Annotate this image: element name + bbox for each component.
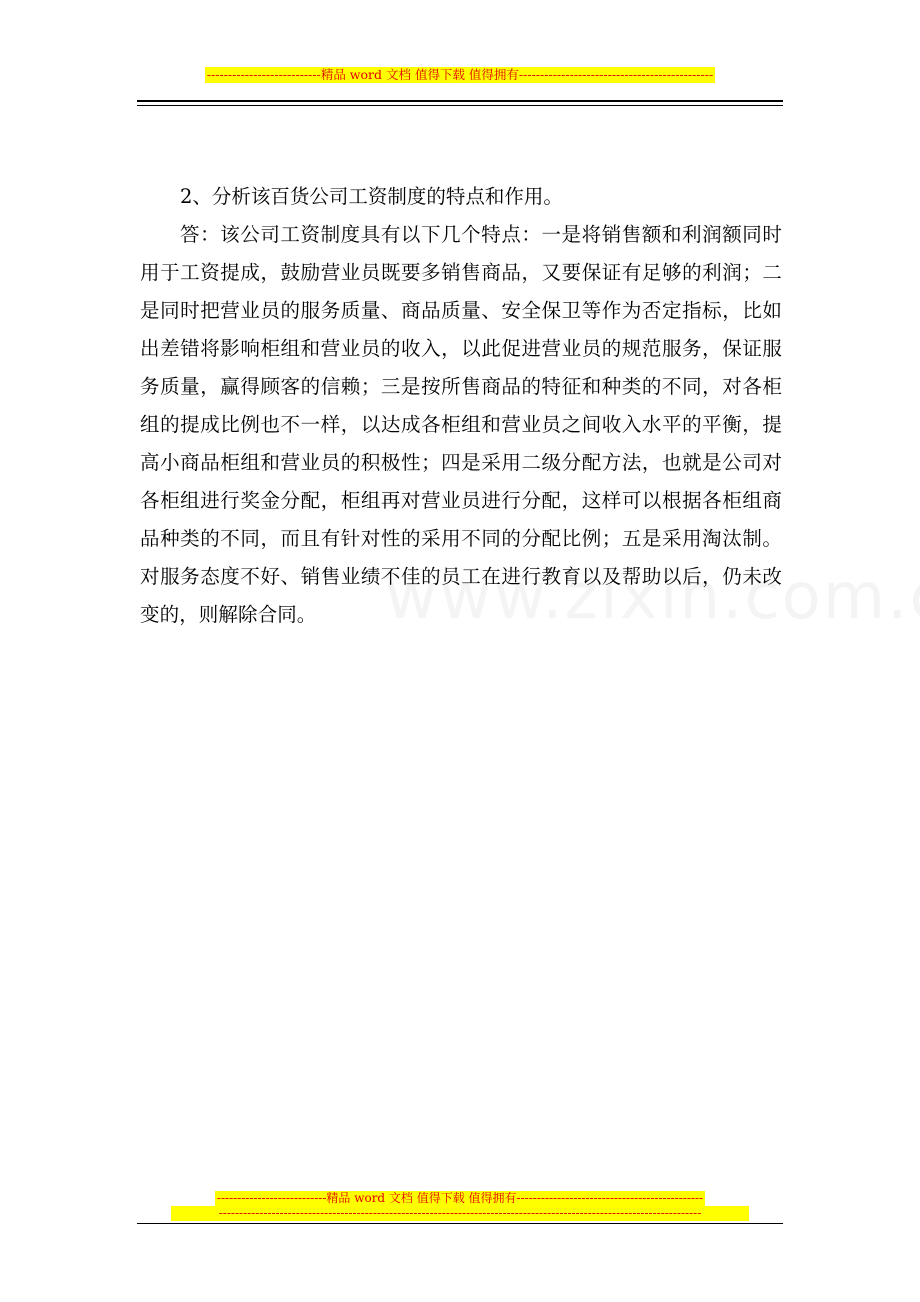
answer-paragraph: 答：该公司工资制度具有以下几个特点：一是将销售额和利润额同时用于工资提成，鼓励营业员既要多销售商品，又要保证有足够的利润；二是同时把营业员的服务质量、商品质量、安全保卫等作为否定指标，比如出差错将影响柜组和营业员的收入，以此促进营业员的规范服务，保证服务质量，赢得顾客的信赖；三是按所售商品的特征和种类的不同，对各柜组的提成比例也不一样，以达成各柜组和营业员之间收入水平的平衡，提高小商品柜组和营业员的积极性；四是采用二级分配方法，也就是公司对各柜组进行奖金分配，柜组再对营业员进行分配，这样可以根据各柜组商品种类的不同，而且有针对性的采用不同的分配比例；五是采用淘汰制。对服务态度不好、销售业绩不佳的员工在进行教育以及帮助以后，仍未改变的，则解除合同。 xyxy=(140,223,782,626)
footer-rule xyxy=(137,1223,783,1224)
question-heading: 2、分析该百货公司工资制度的特点和作用。 xyxy=(180,185,563,208)
header-rule-thin xyxy=(137,105,783,106)
header-banner-text: ---------------------------精品 word 文档 值得下载 值得拥有---------------------------------------------- xyxy=(206,67,714,82)
document-body xyxy=(140,178,782,634)
footer-banner xyxy=(0,1187,920,1225)
header-rule-thick xyxy=(137,100,783,102)
header-banner xyxy=(0,64,920,83)
footer-dash-line: ----------------------------------------------------------------------------------------------------------------------- xyxy=(171,1206,749,1221)
footer-banner-text: ---------------------------精品 word 文档 值得下载 值得拥有---------------------------------------------- xyxy=(216,1191,704,1205)
